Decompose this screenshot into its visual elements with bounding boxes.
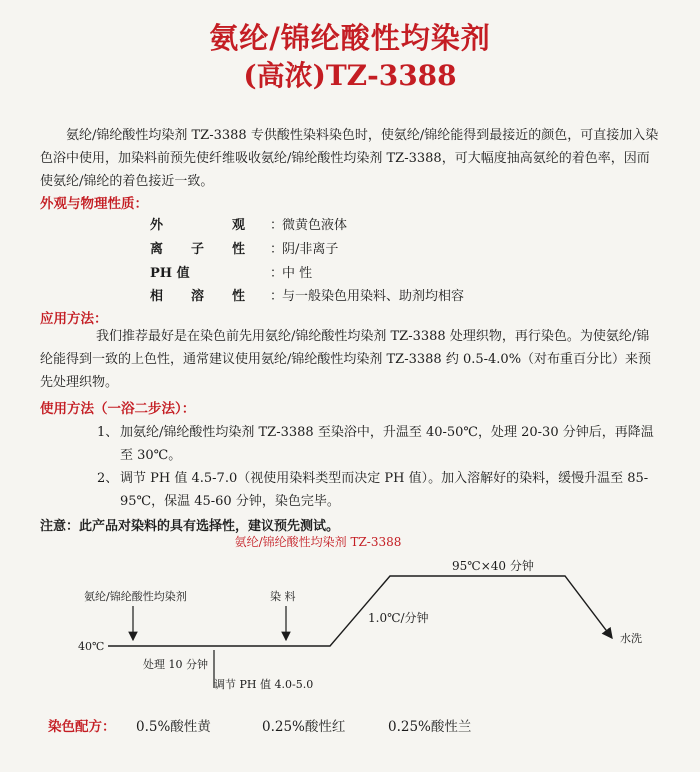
start-temp-label: 40℃ [78,640,105,653]
formula-label: 染色配方： [48,719,116,735]
document-subtitle: (高浓)TZ-3388 [243,59,457,92]
formula-item: 0.5%酸性黄 [136,719,211,735]
property-value: 阴/非离子 [282,242,339,257]
property-colon: ： [270,266,284,281]
rate-label: 1.0℃/分钟 [368,611,429,625]
intro-paragraph: 氨纶/锦纶酸性均染剂 TZ-3388 专供酸性染料染色时，使氨纶/锦纶能得到最接近的颜色，可直接加入染色浴中使用，加染料前预先使纤维吸收氨纶/锦纶酸性均染剂 TZ-3388，可大幅度抽高氨纶的着色率，因而使氨纶/锦纶的着色接近一致。 [40,128,659,189]
treat-label: 处理 10 分钟 [143,658,208,671]
hold-label: 95℃×40 分钟 [452,559,534,573]
property-colon: ： [270,242,284,257]
property-label: PH 值 [150,266,190,281]
diagram-title: 氨纶/锦纶酸性均染剂 TZ-3388 [234,535,402,549]
ph-label: 调节 PH 值 4.0-5.0 [214,678,314,691]
property-colon: ： [270,289,284,304]
agent-label: 氨纶/锦纶酸性均染剂 [84,590,187,603]
application-heading: 应用方法： [40,311,108,327]
usage-step: 加氨纶/锦纶酸性均染剂 TZ-3388 至染浴中，升温至 40-50℃，处理 20-30 分钟后，再降温至 30℃。 [120,425,654,463]
property-value: 与一般染色用染料、助剂均相容 [282,289,465,304]
dye-label: 染 料 [270,590,296,603]
process-diagram [0,530,700,720]
formula-item: 0.25%酸性红 [262,719,346,735]
property-label: 相溶性 [150,289,245,304]
property-value: 微黄色液体 [282,218,348,233]
property-label: 外观 [150,218,245,233]
note-text: 注意：此产品对染料的具有选择性，建议预先测试。 [40,519,340,534]
temperature-profile-line [108,576,612,646]
formula-item: 0.25%酸性兰 [388,719,472,735]
usage-heading: 使用方法（一浴二步法）： [40,401,196,417]
wash-label: 水洗 [620,632,642,645]
document-title: 氨纶/锦纶酸性均染剂 [209,21,491,55]
application-paragraph: 我们推荐最好是在染色前先用氨纶/锦纶酸性均染剂 TZ-3388 处理织物，再行染色。为使氨纶/锦纶能得到一致的上色性，通常建议使用氨纶/锦纶酸性均染剂 TZ-3388 约 0.5-4.0%（对布重百分比）来预先处理织物。 [40,329,652,390]
usage-step: 调节 PH 值 4.5-7.0（视使用染料类型而决定 PH 值）。加入溶解好的染料，缓慢升温至 85-95℃，保温 45-60 分钟，染色完毕。 [120,471,649,509]
step-number: 1、 [97,425,119,440]
property-label: 离子性 [150,242,245,257]
property-colon: ： [270,218,284,233]
properties-heading: 外观与物理性质： [40,196,148,212]
step-number: 2、 [97,471,119,486]
property-value: 中 性 [282,266,313,281]
